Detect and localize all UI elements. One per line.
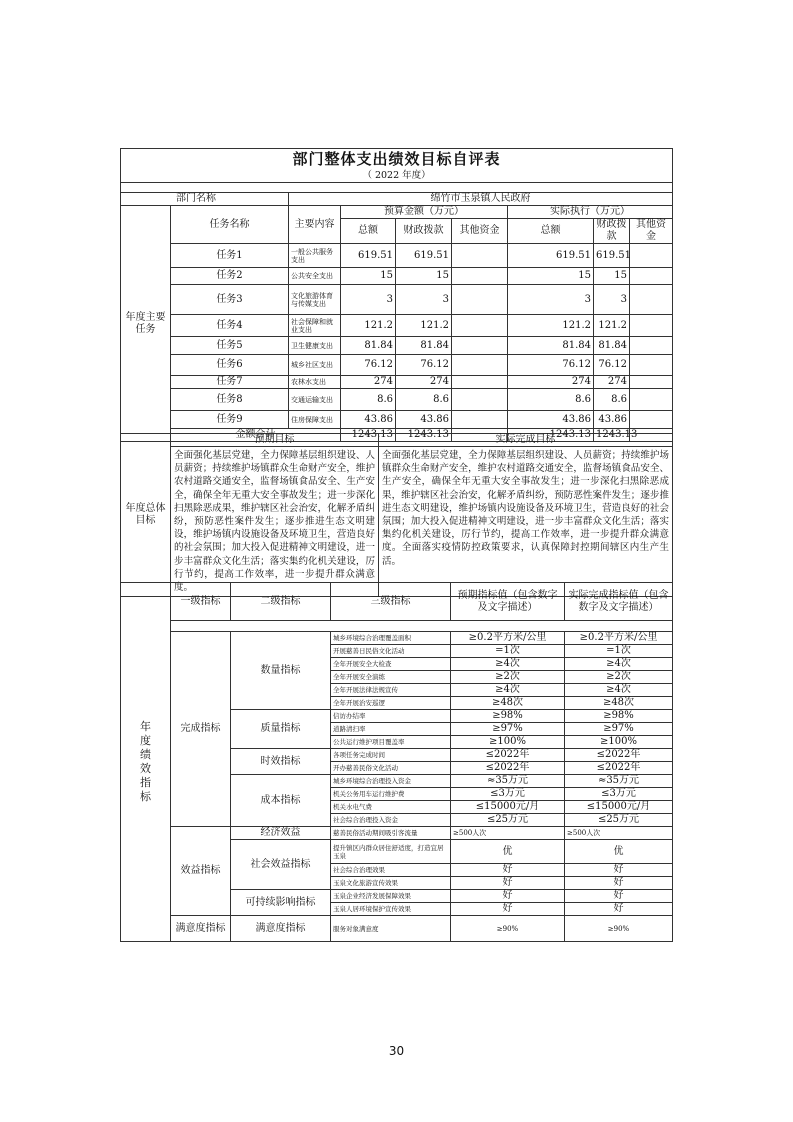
section-budget-label: 年度主要任务: [121, 206, 171, 442]
task-name: 任务4: [171, 315, 289, 337]
task-actual-total: 3: [508, 285, 594, 315]
indicator-actual: =1次: [565, 645, 673, 658]
header-actual-fiscal: 财政拨款: [594, 219, 630, 244]
indicator-name: 玉泉人居环境保护宣传效果: [331, 903, 451, 916]
indicator-expected: 好: [451, 903, 565, 916]
task-name: 任务9: [171, 411, 289, 429]
indicator-actual: 好: [565, 890, 673, 903]
task-actual-total: 619.51: [508, 244, 594, 268]
task-budget-fiscal: 121.2: [396, 315, 452, 337]
indicator-actual: ≥500人次: [565, 827, 673, 840]
indicator-name: 社会综合治理投入资金: [331, 814, 451, 827]
task-content: 卫生健康支出: [289, 337, 341, 355]
task-actual-fiscal: 15: [594, 268, 630, 285]
task-budget-total: 43.86: [341, 411, 396, 429]
task-budget-fiscal: 43.86: [396, 411, 452, 429]
task-row: [121, 285, 673, 315]
level1-completion: 完成指标: [171, 632, 231, 827]
indicator-name: 玉泉文化旅游宣传效果: [331, 877, 451, 890]
indicator-expected: 好: [451, 864, 565, 877]
indicator-actual: 优: [565, 840, 673, 864]
total-budget-fiscal: 1243.13: [396, 429, 452, 442]
indicator-expected: ≥100%: [451, 736, 565, 749]
indicator-name: 道路清扫率: [331, 723, 451, 736]
level2-quantity: 数量指标: [231, 632, 331, 710]
indicator-actual: ≤2022年: [565, 762, 673, 775]
indicator-expected: ≥48次: [451, 697, 565, 710]
level2-economic: 经济效益: [231, 827, 331, 840]
level2-timeliness: 时效指标: [231, 749, 331, 775]
task-actual-fiscal: 81.84: [594, 337, 630, 355]
task-budget-other: [452, 268, 508, 285]
indicator-expected: ≥0.2平方米/公里: [451, 632, 565, 645]
header-budget-fiscal: 财政拨款: [396, 219, 452, 244]
indicator-row: [121, 827, 673, 840]
task-name: 任务8: [171, 389, 289, 411]
spacer-row: [171, 621, 673, 632]
level2-quality: 质量指标: [231, 710, 331, 749]
indicator-name: 全年开展安全演练: [331, 671, 451, 684]
indicator-expected: ≥90%: [451, 916, 565, 942]
year-label: （ 2022 年度）: [121, 170, 673, 183]
task-actual-fiscal: 121.2: [594, 315, 630, 337]
budget-table: [120, 148, 673, 442]
indicator-name: 信访办结率: [331, 710, 451, 723]
indicator-expected: ≈35万元: [451, 775, 565, 788]
task-actual-total: 121.2: [508, 315, 594, 337]
indicator-expected: ≥500人次: [451, 827, 565, 840]
indicator-name: 全年开展治安巡逻: [331, 697, 451, 710]
task-actual-other: [630, 285, 673, 315]
indicator-actual: ≥100%: [565, 736, 673, 749]
task-actual-fiscal: 8.6: [594, 389, 630, 411]
level1-benefit: 效益指标: [171, 827, 231, 916]
indicator-name: 全年开展安全大检查: [331, 658, 451, 671]
task-content: 文化旅游体育与传媒支出: [289, 285, 341, 315]
task-actual-other: [630, 389, 673, 411]
task-budget-total: 76.12: [341, 355, 396, 376]
task-actual-fiscal: 76.12: [594, 355, 630, 376]
indicator-actual: ≥90%: [565, 916, 673, 942]
task-content: 交通运输支出: [289, 389, 341, 411]
task-actual-fiscal: 43.86: [594, 411, 630, 429]
task-actual-other: [630, 337, 673, 355]
task-budget-total: 15: [341, 268, 396, 285]
spacer-row: [121, 183, 673, 193]
task-actual-other: [630, 268, 673, 285]
indicator-name: 公共运行维护项目覆盖率: [331, 736, 451, 749]
performance-table: [120, 582, 673, 942]
section-perf-label: 年度绩效指标: [121, 583, 171, 942]
task-budget-total: 274: [341, 376, 396, 389]
task-content: 城乡社区支出: [289, 355, 341, 376]
task-content: 公共安全支出: [289, 268, 341, 285]
header-actual-exec: 实际执行（万元）: [508, 206, 673, 219]
task-budget-fiscal: 15: [396, 268, 452, 285]
task-budget-other: [452, 355, 508, 376]
indicator-expected: ≤3万元: [451, 788, 565, 801]
section-goal-label: 年度总体目标: [121, 434, 171, 597]
indicator-expected: 好: [451, 877, 565, 890]
task-budget-other: [452, 411, 508, 429]
header-main-content: 主要内容: [289, 206, 341, 244]
overall-goal-table: [120, 433, 673, 597]
indicator-name: 各项任务完成时间: [331, 749, 451, 762]
header-actual-total: 总额: [508, 219, 594, 244]
indicator-row: [121, 632, 673, 645]
task-budget-total: 121.2: [341, 315, 396, 337]
indicator-actual: ≥98%: [565, 710, 673, 723]
task-actual-total: 8.6: [508, 389, 594, 411]
total-budget: 1243.13: [341, 429, 396, 442]
task-budget-other: [452, 285, 508, 315]
indicator-expected: =1次: [451, 645, 565, 658]
task-actual-other: [630, 411, 673, 429]
indicator-actual: ≥4次: [565, 658, 673, 671]
indicator-expected: ≥98%: [451, 710, 565, 723]
total-actual-fiscal: 1243.13: [594, 429, 630, 442]
task-content: 农林水支出: [289, 376, 341, 389]
task-budget-fiscal: 76.12: [396, 355, 452, 376]
task-row: [121, 337, 673, 355]
indicator-expected: ≥4次: [451, 658, 565, 671]
task-actual-total: 76.12: [508, 355, 594, 376]
task-budget-total: 81.84: [341, 337, 396, 355]
indicator-expected: ≥2次: [451, 671, 565, 684]
task-budget-fiscal: 81.84: [396, 337, 452, 355]
task-actual-other: [630, 355, 673, 376]
task-budget-other: [452, 337, 508, 355]
header-budget-other: 其他资金: [452, 219, 508, 244]
task-name: 任务3: [171, 285, 289, 315]
header-budget-amount: 预算金额（万元）: [341, 206, 508, 219]
task-actual-other: [630, 244, 673, 268]
task-row: [121, 389, 673, 411]
task-content: 一般公共服务支出: [289, 244, 341, 268]
indicator-name: 慈善民俗活动期间吸引客流量: [331, 827, 451, 840]
task-row: [121, 355, 673, 376]
task-actual-fiscal: 619.51: [594, 244, 630, 268]
task-actual-total: 43.86: [508, 411, 594, 429]
indicator-actual: ≤3万元: [565, 788, 673, 801]
header-expected-value: 预期指标值（包含数字及文字描述）: [451, 583, 565, 621]
header-level1: 一级指标: [171, 583, 231, 621]
task-row: [121, 244, 673, 268]
task-name: 任务5: [171, 337, 289, 355]
indicator-name: 社会综合治理效果: [331, 864, 451, 877]
indicator-actual: 好: [565, 903, 673, 916]
task-budget-fiscal: 619.51: [396, 244, 452, 268]
indicator-actual: ≥4次: [565, 684, 673, 697]
level2-satisfaction: 满意度指标: [231, 916, 331, 942]
dept-label: 部门名称: [121, 193, 289, 206]
header-task-name: 任务名称: [171, 206, 289, 244]
indicator-expected: 好: [451, 890, 565, 903]
indicator-name: 开办慈善民俗文化活动: [331, 762, 451, 775]
indicator-expected: ≤2022年: [451, 762, 565, 775]
header-actual-other: 其他资金: [630, 219, 673, 244]
indicator-name: 城乡环境综合治理覆盖面积: [331, 632, 451, 645]
indicator-name: 玉泉企业经济发展保障效果: [331, 890, 451, 903]
task-name: 任务7: [171, 376, 289, 389]
task-actual-fiscal: 274: [594, 376, 630, 389]
dept-value: 绵竹市玉泉镇人民政府: [289, 193, 673, 206]
task-content: 住房保障支出: [289, 411, 341, 429]
indicator-actual: 好: [565, 864, 673, 877]
task-name: 任务2: [171, 268, 289, 285]
indicator-actual: ≥97%: [565, 723, 673, 736]
task-actual-other: [630, 315, 673, 337]
task-budget-total: 619.51: [341, 244, 396, 268]
indicator-actual: ≈35万元: [565, 775, 673, 788]
task-budget-total: 3: [341, 285, 396, 315]
header-budget-total: 总额: [341, 219, 396, 244]
indicator-name: 提升镇区内群众居住舒适度，打造宜居玉泉: [331, 840, 451, 864]
page-title: 部门整体支出绩效目标自评表: [121, 149, 673, 170]
task-row: [121, 376, 673, 389]
task-name: 任务6: [171, 355, 289, 376]
task-row: [121, 315, 673, 337]
task-actual-total: 274: [508, 376, 594, 389]
level1-satisfaction: 满意度指标: [171, 916, 231, 942]
goal-expected-text: 全面强化基层党建，全力保障基层组织建设、人员薪资；持续维护场镇群众生命财产安全，维护农村道路交通安全，监督场镇食品安全、生产安全，确保全年无重大安全事故发生；进一步深化扫黑除恶成果，维护辖区社会治安，化解矛盾纠纷，预防恶性案件发生；逐步推进生态文明建设，维护场镇内设施设备及环境卫生，营造良好的社会氛围；加大投入促进精神文明建设，进一步丰富群众文化生活；落实集约化机关建设，厉行节约，提高工作效率，进一步提升群众满意度。: [171, 447, 379, 597]
total-label: 金额合计: [171, 429, 341, 442]
indicator-actual: ≥2次: [565, 671, 673, 684]
indicator-actual: ≥48次: [565, 697, 673, 710]
indicator-expected: ≥4次: [451, 684, 565, 697]
indicator-name: 城乡环境综合治理投入资金: [331, 775, 451, 788]
header-goal-actual: 实际完成目标: [379, 434, 673, 447]
task-actual-other: [630, 376, 673, 389]
indicator-actual: ≥0.2平方米/公里: [565, 632, 673, 645]
task-row: [121, 268, 673, 285]
indicator-actual: ≤25万元: [565, 814, 673, 827]
indicator-actual: ≤15000元/月: [565, 801, 673, 814]
header-goal-expected: 预期目标: [171, 434, 379, 447]
level2-social: 社会效益指标: [231, 840, 331, 890]
task-actual-fiscal: 3: [594, 285, 630, 315]
task-row: [121, 411, 673, 429]
task-name: 任务1: [171, 244, 289, 268]
task-budget-other: [452, 244, 508, 268]
task-actual-total: 81.84: [508, 337, 594, 355]
header-level2: 二级指标: [231, 583, 331, 621]
page-number: 30: [388, 1044, 405, 1058]
task-budget-fiscal: 8.6: [396, 389, 452, 411]
task-budget-other: [452, 376, 508, 389]
task-budget-other: [452, 315, 508, 337]
task-budget-other: [452, 389, 508, 411]
total-actual: 1243.13: [508, 429, 594, 442]
indicator-name: 机关公务用车运行维护费: [331, 788, 451, 801]
indicator-row: [121, 916, 673, 942]
indicator-actual: 好: [565, 877, 673, 890]
indicator-expected: 优: [451, 840, 565, 864]
indicator-name: 机关水电气费: [331, 801, 451, 814]
task-budget-total: 8.6: [341, 389, 396, 411]
indicator-name: 开展慈善日民俗文化活动: [331, 645, 451, 658]
task-budget-fiscal: 3: [396, 285, 452, 315]
task-content: 社会保障和就业支出: [289, 315, 341, 337]
header-actual-value: 实际完成指标值（包含数字及文字描述）: [565, 583, 673, 621]
level2-sustainable: 可持续影响指标: [231, 890, 331, 916]
indicator-expected: ≤15000元/月: [451, 801, 565, 814]
task-budget-fiscal: 274: [396, 376, 452, 389]
header-level3: 三级指标: [331, 583, 451, 621]
indicator-name: 服务对象满意度: [331, 916, 451, 942]
task-actual-total: 15: [508, 268, 594, 285]
indicator-expected: ≥97%: [451, 723, 565, 736]
indicator-actual: ≤2022年: [565, 749, 673, 762]
indicator-name: 全年开展法律法规宣传: [331, 684, 451, 697]
goal-actual-text: 全面强化基层党建，全力保障基层组织建设、人员薪资；持续维护场镇群众生命财产安全，维护农村道路交通安全，监督场镇食品安全、生产安全，确保全年无重大安全事故发生；进一步深化扫黑除恶成果，维护辖区社会治安，化解矛盾纠纷，预防恶性案件发生；逐步推进生态文明建设，维护场镇内设施设备及环境卫生，营造良好的社会氛围；加大投入促进精神文明建设，进一步丰富群众文化生活；落实集约化机关建设，厉行节约，提高工作效率，进一步提升群众满意度。全面落实疫情防控政策要求，认真保障封控期间辖区内生产生活。: [379, 447, 673, 597]
level2-cost: 成本指标: [231, 775, 331, 827]
indicator-expected: ≤2022年: [451, 749, 565, 762]
indicator-expected: ≤25万元: [451, 814, 565, 827]
